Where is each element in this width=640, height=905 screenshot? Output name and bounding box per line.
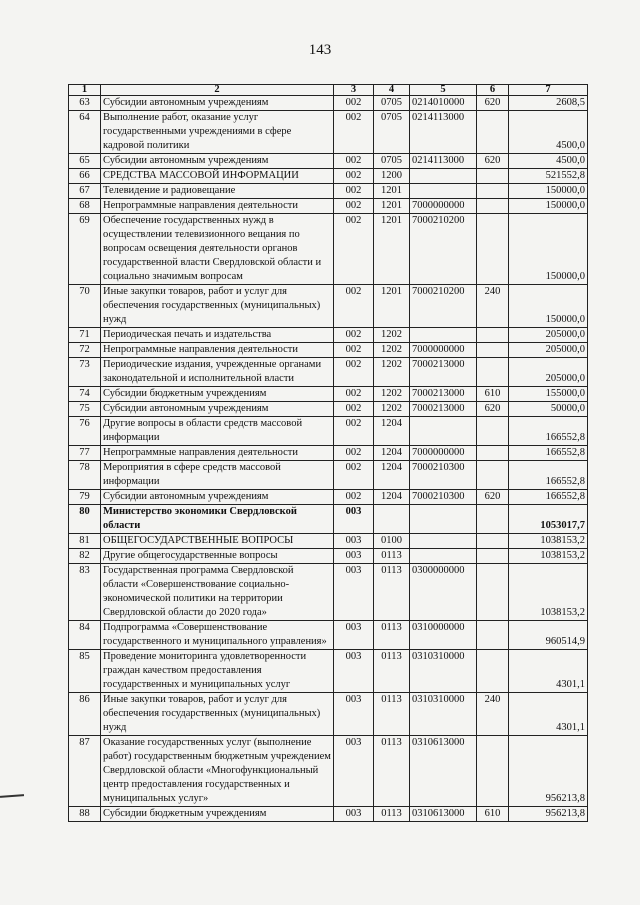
- row-section-code-cell: 1204: [374, 490, 410, 505]
- row-section-code-cell: 1202: [374, 343, 410, 358]
- header-col-6: 6: [477, 85, 509, 96]
- row-admin-code-cell: 002: [334, 285, 374, 328]
- table-row: [69, 417, 588, 446]
- row-admin-code-cell: 002: [334, 490, 374, 505]
- row-target-code-cell: [410, 169, 477, 184]
- row-number-cell: 82: [69, 549, 101, 564]
- row-admin-code-cell: 003: [334, 807, 374, 822]
- table-row: [69, 621, 588, 650]
- row-expense-type-cell: [477, 564, 509, 621]
- budget-table: [68, 84, 588, 822]
- table-row: [69, 154, 588, 169]
- row-number-cell: 86: [69, 693, 101, 736]
- row-number-cell: 78: [69, 461, 101, 490]
- row-admin-code-cell: 003: [334, 564, 374, 621]
- row-admin-code-cell: 002: [334, 169, 374, 184]
- row-amount-cell: 1038153,2: [509, 534, 588, 549]
- row-admin-code-cell: 002: [334, 214, 374, 285]
- row-number-cell: 63: [69, 96, 101, 111]
- row-number-cell: 67: [69, 184, 101, 199]
- row-section-code-cell: 1201: [374, 199, 410, 214]
- row-amount-cell: 166552,8: [509, 490, 588, 505]
- table-row: [69, 549, 588, 564]
- row-number-cell: 69: [69, 214, 101, 285]
- row-number-cell: 87: [69, 736, 101, 807]
- row-number-cell: 77: [69, 446, 101, 461]
- row-section-code-cell: 1204: [374, 417, 410, 446]
- table-row: [69, 534, 588, 549]
- row-expense-type-cell: 620: [477, 490, 509, 505]
- table-row: [69, 184, 588, 199]
- row-section-code-cell: 0705: [374, 111, 410, 154]
- row-target-code-cell: 7000213000: [410, 358, 477, 387]
- row-target-code-cell: 0214113000: [410, 111, 477, 154]
- row-target-code-cell: 0300000000: [410, 564, 477, 621]
- row-admin-code-cell: 003: [334, 549, 374, 564]
- row-number-cell: 74: [69, 387, 101, 402]
- row-name-cell: Министерство экономики Свердловской области: [101, 505, 334, 534]
- row-target-code-cell: [410, 328, 477, 343]
- row-section-code-cell: 1201: [374, 285, 410, 328]
- row-number-cell: 68: [69, 199, 101, 214]
- row-name-cell: Субсидии автономным учреждениям: [101, 154, 334, 169]
- row-section-code-cell: 1202: [374, 402, 410, 417]
- row-target-code-cell: [410, 184, 477, 199]
- row-expense-type-cell: [477, 169, 509, 184]
- row-section-code-cell: 1200: [374, 169, 410, 184]
- row-amount-cell: 205000,0: [509, 343, 588, 358]
- page-number: 143: [308, 42, 332, 58]
- row-amount-cell: 205000,0: [509, 358, 588, 387]
- row-expense-type-cell: 610: [477, 807, 509, 822]
- row-expense-type-cell: [477, 549, 509, 564]
- row-name-cell: Выполнение работ, оказание услуг государственными учреждениями в сфере кадровой политики: [101, 111, 334, 154]
- row-number-cell: 76: [69, 417, 101, 446]
- table-row: [69, 214, 588, 285]
- row-section-code-cell: 1204: [374, 461, 410, 490]
- row-number-cell: 72: [69, 343, 101, 358]
- row-admin-code-cell: 002: [334, 96, 374, 111]
- row-target-code-cell: 0310310000: [410, 650, 477, 693]
- row-name-cell: Другие вопросы в области средств массовой информации: [101, 417, 334, 446]
- row-section-code-cell: 1202: [374, 387, 410, 402]
- row-name-cell: СРЕДСТВА МАССОВОЙ ИНФОРМАЦИИ: [101, 169, 334, 184]
- row-target-code-cell: 7000210300: [410, 490, 477, 505]
- row-expense-type-cell: [477, 358, 509, 387]
- row-expense-type-cell: 610: [477, 387, 509, 402]
- row-section-code-cell: 1204: [374, 446, 410, 461]
- row-target-code-cell: [410, 534, 477, 549]
- table-row: [69, 564, 588, 621]
- row-section-code-cell: 1201: [374, 184, 410, 199]
- row-target-code-cell: 0214010000: [410, 96, 477, 111]
- table-row: [69, 199, 588, 214]
- row-expense-type-cell: [477, 417, 509, 446]
- row-target-code-cell: 7000000000: [410, 199, 477, 214]
- table-row: [69, 358, 588, 387]
- table-row: [69, 807, 588, 822]
- row-expense-type-cell: [477, 446, 509, 461]
- row-section-code-cell: 0705: [374, 154, 410, 169]
- row-admin-code-cell: 002: [334, 417, 374, 446]
- row-admin-code-cell: 003: [334, 505, 374, 534]
- row-amount-cell: 2608,5: [509, 96, 588, 111]
- row-amount-cell: 150000,0: [509, 214, 588, 285]
- table-row: [69, 285, 588, 328]
- row-section-code-cell: 0113: [374, 549, 410, 564]
- row-admin-code-cell: 002: [334, 343, 374, 358]
- row-admin-code-cell: 002: [334, 199, 374, 214]
- row-expense-type-cell: [477, 199, 509, 214]
- row-expense-type-cell: 240: [477, 693, 509, 736]
- header-col-1: 1: [69, 85, 101, 96]
- row-admin-code-cell: 002: [334, 111, 374, 154]
- row-admin-code-cell: 002: [334, 358, 374, 387]
- row-target-code-cell: 7000000000: [410, 446, 477, 461]
- row-number-cell: 81: [69, 534, 101, 549]
- row-amount-cell: 1053017,7: [509, 505, 588, 534]
- row-number-cell: 71: [69, 328, 101, 343]
- row-section-code-cell: 0113: [374, 650, 410, 693]
- row-name-cell: ОБЩЕГОСУДАРСТВЕННЫЕ ВОПРОСЫ: [101, 534, 334, 549]
- row-admin-code-cell: 002: [334, 184, 374, 199]
- row-number-cell: 65: [69, 154, 101, 169]
- row-name-cell: Субсидии бюджетным учреждениям: [101, 387, 334, 402]
- row-name-cell: Оказание государственных услуг (выполнение работ) государственным бюджетным учреждением Свердловской области «Многофункциональный центр предоставления государственных и муниципальных услуг»: [101, 736, 334, 807]
- row-number-cell: 88: [69, 807, 101, 822]
- table-body: [69, 96, 588, 822]
- row-section-code-cell: [374, 505, 410, 534]
- row-amount-cell: 1038153,2: [509, 564, 588, 621]
- row-expense-type-cell: [477, 214, 509, 285]
- table-row: [69, 650, 588, 693]
- row-amount-cell: 150000,0: [509, 285, 588, 328]
- row-name-cell: Мероприятия в сфере средств массовой информации: [101, 461, 334, 490]
- row-expense-type-cell: 620: [477, 154, 509, 169]
- table-row: [69, 328, 588, 343]
- row-name-cell: Другие общегосударственные вопросы: [101, 549, 334, 564]
- row-amount-cell: 4301,1: [509, 650, 588, 693]
- row-name-cell: Субсидии бюджетным учреждениям: [101, 807, 334, 822]
- row-expense-type-cell: [477, 111, 509, 154]
- row-target-code-cell: 7000210200: [410, 214, 477, 285]
- row-admin-code-cell: 003: [334, 693, 374, 736]
- table-row: [69, 387, 588, 402]
- row-expense-type-cell: [477, 650, 509, 693]
- row-section-code-cell: 0113: [374, 693, 410, 736]
- row-name-cell: Субсидии автономным учреждениям: [101, 402, 334, 417]
- row-admin-code-cell: 002: [334, 446, 374, 461]
- row-section-code-cell: 0113: [374, 621, 410, 650]
- row-target-code-cell: [410, 505, 477, 534]
- row-expense-type-cell: [477, 184, 509, 199]
- row-expense-type-cell: [477, 736, 509, 807]
- row-target-code-cell: 0310310000: [410, 693, 477, 736]
- row-name-cell: Иные закупки товаров, работ и услуг для обеспечения государственных (муниципальных) нужд: [101, 693, 334, 736]
- row-amount-cell: 956213,8: [509, 736, 588, 807]
- row-name-cell: Непрограммные направления деятельности: [101, 343, 334, 358]
- row-amount-cell: 155000,0: [509, 387, 588, 402]
- row-number-cell: 64: [69, 111, 101, 154]
- row-target-code-cell: [410, 549, 477, 564]
- row-amount-cell: 4301,1: [509, 693, 588, 736]
- row-target-code-cell: 7000000000: [410, 343, 477, 358]
- row-amount-cell: 1038153,2: [509, 549, 588, 564]
- row-name-cell: Периодические издания, учрежденные органами законодательной и исполнительной власти: [101, 358, 334, 387]
- table-row: [69, 490, 588, 505]
- row-admin-code-cell: 002: [334, 387, 374, 402]
- table-row: [69, 96, 588, 111]
- row-expense-type-cell: [477, 505, 509, 534]
- row-name-cell: Подпрограмма «Совершенствование государственного и муниципального управления»: [101, 621, 334, 650]
- row-section-code-cell: 0113: [374, 564, 410, 621]
- row-target-code-cell: 7000210200: [410, 285, 477, 328]
- row-admin-code-cell: 003: [334, 736, 374, 807]
- row-amount-cell: 205000,0: [509, 328, 588, 343]
- table-row: [69, 402, 588, 417]
- row-section-code-cell: 1202: [374, 358, 410, 387]
- row-number-cell: 80: [69, 505, 101, 534]
- row-name-cell: Иные закупки товаров, работ и услуг для обеспечения государственных (муниципальных) нужд: [101, 285, 334, 328]
- header-col-4: 4: [374, 85, 410, 96]
- row-admin-code-cell: 002: [334, 461, 374, 490]
- table-row: [69, 461, 588, 490]
- row-target-code-cell: 7000213000: [410, 402, 477, 417]
- row-expense-type-cell: [477, 328, 509, 343]
- table-row: [69, 505, 588, 534]
- row-section-code-cell: 0705: [374, 96, 410, 111]
- row-number-cell: 85: [69, 650, 101, 693]
- row-expense-type-cell: 620: [477, 402, 509, 417]
- row-name-cell: Непрограммные направления деятельности: [101, 199, 334, 214]
- table-row: [69, 169, 588, 184]
- row-admin-code-cell: 002: [334, 328, 374, 343]
- row-section-code-cell: 0113: [374, 736, 410, 807]
- header-col-3: 3: [334, 85, 374, 96]
- row-expense-type-cell: [477, 534, 509, 549]
- row-target-code-cell: 7000213000: [410, 387, 477, 402]
- row-admin-code-cell: 003: [334, 534, 374, 549]
- table-row: [69, 736, 588, 807]
- row-name-cell: Субсидии автономным учреждениям: [101, 96, 334, 111]
- header-col-7: 7: [509, 85, 588, 96]
- row-expense-type-cell: 620: [477, 96, 509, 111]
- row-name-cell: Периодическая печать и издательства: [101, 328, 334, 343]
- row-amount-cell: 956213,8: [509, 807, 588, 822]
- table-row: [69, 343, 588, 358]
- row-target-code-cell: 0310613000: [410, 807, 477, 822]
- header-col-5: 5: [410, 85, 477, 96]
- row-name-cell: Проведение мониторинга удовлетворенности граждан качеством предоставления государственных и муниципальных услуг: [101, 650, 334, 693]
- row-section-code-cell: 1201: [374, 214, 410, 285]
- row-target-code-cell: 0214113000: [410, 154, 477, 169]
- row-amount-cell: 166552,8: [509, 446, 588, 461]
- row-number-cell: 75: [69, 402, 101, 417]
- table-header-row: [69, 85, 588, 96]
- row-name-cell: Непрограммные направления деятельности: [101, 446, 334, 461]
- row-amount-cell: 150000,0: [509, 184, 588, 199]
- row-amount-cell: 166552,8: [509, 461, 588, 490]
- row-number-cell: 83: [69, 564, 101, 621]
- row-amount-cell: 4500,0: [509, 154, 588, 169]
- row-admin-code-cell: 002: [334, 154, 374, 169]
- row-target-code-cell: 0310000000: [410, 621, 477, 650]
- row-name-cell: Государственная программа Свердловской области «Совершенствование социально-экономической политики на территории Свердловской области до 2020 года»: [101, 564, 334, 621]
- row-amount-cell: 150000,0: [509, 199, 588, 214]
- header-col-2: 2: [101, 85, 334, 96]
- row-expense-type-cell: [477, 461, 509, 490]
- margin-mark: [0, 794, 24, 798]
- row-amount-cell: 166552,8: [509, 417, 588, 446]
- row-expense-type-cell: 240: [477, 285, 509, 328]
- row-expense-type-cell: [477, 343, 509, 358]
- row-number-cell: 70: [69, 285, 101, 328]
- row-section-code-cell: 1202: [374, 328, 410, 343]
- table-row: [69, 446, 588, 461]
- row-number-cell: 66: [69, 169, 101, 184]
- row-admin-code-cell: 003: [334, 621, 374, 650]
- table-row: [69, 111, 588, 154]
- row-section-code-cell: 0100: [374, 534, 410, 549]
- row-name-cell: Телевидение и радиовещание: [101, 184, 334, 199]
- table-row: [69, 693, 588, 736]
- row-number-cell: 79: [69, 490, 101, 505]
- row-amount-cell: 960514,9: [509, 621, 588, 650]
- row-admin-code-cell: 002: [334, 402, 374, 417]
- row-number-cell: 84: [69, 621, 101, 650]
- row-target-code-cell: 0310613000: [410, 736, 477, 807]
- row-number-cell: 73: [69, 358, 101, 387]
- row-amount-cell: 50000,0: [509, 402, 588, 417]
- row-target-code-cell: [410, 417, 477, 446]
- row-amount-cell: 4500,0: [509, 111, 588, 154]
- row-amount-cell: 521552,8: [509, 169, 588, 184]
- row-section-code-cell: 0113: [374, 807, 410, 822]
- row-admin-code-cell: 003: [334, 650, 374, 693]
- row-expense-type-cell: [477, 621, 509, 650]
- row-name-cell: Субсидии автономным учреждениям: [101, 490, 334, 505]
- row-target-code-cell: 7000210300: [410, 461, 477, 490]
- row-name-cell: Обеспечение государственных нужд в осуществлении телевизионного вещания по вопросам освещения деятельности органов государственной власти Свердловской области и социально значимым вопросам: [101, 214, 334, 285]
